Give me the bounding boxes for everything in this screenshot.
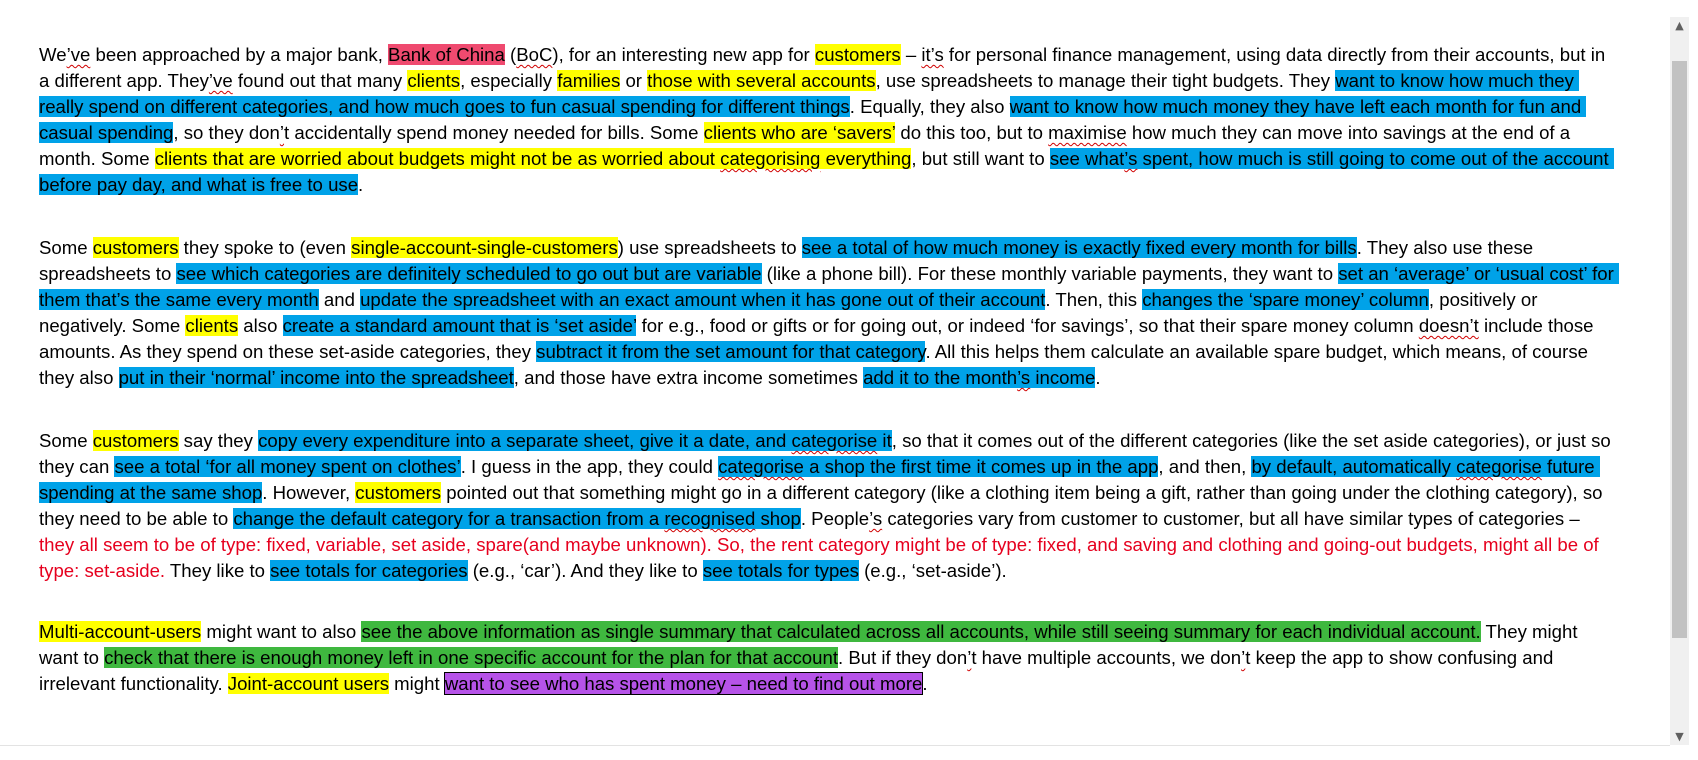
- text-run: (e.g., ‘set-aside’).: [858, 560, 1007, 581]
- text-run: ), for an interesting new app for: [552, 44, 815, 65]
- highlight-yellow: clients that are worried about budgets might not be as worried about: [154, 148, 721, 169]
- spellcheck-flagged-word: BoC: [516, 44, 553, 65]
- text-run: t keep the app to show confusing and irrelevant functionality.: [39, 647, 1559, 694]
- vertical-scrollbar[interactable]: [1670, 17, 1689, 745]
- text-run: . They also use these spreadsheets to: [39, 237, 1539, 284]
- highlight-blue: see which categories are definitely scheduled to go out but are variable: [176, 263, 762, 284]
- highlight-blue: see what: [1049, 148, 1125, 169]
- paragraph-2: [39, 235, 1619, 391]
- highlight-blue: see totals for types: [702, 560, 859, 581]
- highlight-blue-spellcheck-flagged-word: ’s: [1017, 367, 1031, 388]
- highlight-blue-spellcheck-flagged-word: ’s: [1124, 148, 1138, 169]
- scrollbar-thumb[interactable]: [1672, 61, 1687, 638]
- text-run: for personal finance management, using data directly from their accounts, but in a different app. They: [39, 44, 1611, 91]
- spellcheck-flagged-word: maximise: [1048, 122, 1127, 143]
- text-run: also: [238, 315, 283, 336]
- highlight-yellow: customers: [814, 44, 901, 65]
- highlight-blue: it: [877, 430, 892, 451]
- highlight-yellow: customers: [92, 430, 179, 451]
- highlight-yellow: Joint-account users: [227, 673, 390, 694]
- text-run: . Then, this: [1045, 289, 1143, 310]
- text-run: Some: [39, 237, 93, 258]
- highlight-yellow: clients: [185, 315, 239, 336]
- spellcheck-flagged-word: ’: [1241, 647, 1246, 668]
- spellcheck-flagged-word: ’ve: [66, 44, 91, 65]
- highlight-yellow: customers: [92, 237, 179, 258]
- highlight-pink: Bank of China: [388, 44, 505, 65]
- text-run: Some: [39, 430, 93, 451]
- text-run: (: [504, 44, 517, 65]
- highlight-blue: shop: [755, 508, 801, 529]
- text-run: t have multiple accounts, we don: [971, 647, 1242, 668]
- highlight-blue-spellcheck-flagged-word: recognised: [664, 508, 756, 529]
- text-run: , and then,: [1158, 456, 1252, 477]
- text-run: t accidentally spend money needed for bills. Some: [284, 122, 704, 143]
- text-run: . All this helps them calculate an available spare budget, which means, of course they also: [39, 341, 1594, 388]
- text-run: .: [1095, 367, 1101, 388]
- highlight-yellow: single-account-single-customers: [351, 237, 618, 258]
- text-run: and: [318, 289, 361, 310]
- highlight-blue: want to know how much they really spend on different categories, and how much goes to fun casual spending for different things: [39, 70, 1580, 117]
- text-run: They like to: [165, 560, 271, 581]
- text-run: categories vary from customer to customer, but all have similar types of categories –: [882, 508, 1585, 529]
- text-run: been approached by a major bank,: [90, 44, 389, 65]
- text-run: , so they don: [173, 122, 280, 143]
- highlight-blue: income: [1030, 367, 1096, 388]
- text-run: , especially: [460, 70, 558, 91]
- highlight-blue: change the default category for a transaction from a: [233, 508, 665, 529]
- spellcheck-flagged-word: doesn’t: [1418, 315, 1479, 336]
- text-run: They might want to: [39, 621, 1583, 668]
- text-run: .: [922, 673, 928, 694]
- paragraph-1: [39, 42, 1619, 198]
- highlight-yellow: Multi-account-users: [39, 621, 202, 642]
- text-run: , positively or negatively. Some: [39, 289, 1543, 336]
- paragraph-3: [39, 428, 1619, 584]
- highlight-blue: want to know how much money they have left each month for fun and casual spending: [39, 96, 1587, 143]
- text-run: We: [39, 44, 67, 65]
- text-run: for e.g., food or gifts or for going out, or indeed ‘for savings’, so that their spare money column: [636, 315, 1419, 336]
- highlight-blue: copy every expenditure into a separate sheet, give it a date, and: [258, 430, 792, 451]
- spellcheck-flagged-word: ’ve: [208, 70, 233, 91]
- red-text-run: they all seem to be of type: fixed, variable, set aside, spare(and maybe unknown). So, the rent category might be of type: fixed, and saving and clothing and going-out budgets, might all be of type: set-aside.: [39, 534, 1604, 581]
- text-run: might: [389, 673, 445, 694]
- text-run: , but still want to: [911, 148, 1050, 169]
- highlight-blue: changes the ‘spare money’ column: [1142, 289, 1429, 310]
- highlight-yellow: those with several accounts: [647, 70, 876, 91]
- text-run: (e.g., ‘car’). And they like to: [467, 560, 703, 581]
- highlight-green: check that there is enough money left in one specific account for the plan for that account: [104, 647, 838, 668]
- highlight-blue: see totals for categories: [270, 560, 468, 581]
- spellcheck-flagged-word: ’s: [869, 508, 883, 529]
- highlight-purple: want to see who has spent money – need to find out more: [444, 673, 923, 694]
- paragraph-4: [39, 619, 1619, 697]
- text-run: , so that it comes out of the different categories (like the set aside categories), or just so they can: [39, 430, 1616, 477]
- text-run: found out that many: [232, 70, 408, 91]
- highlight-blue: set an ‘average’ or ‘usual cost’ for them that’s the same every month: [39, 263, 1619, 310]
- highlight-blue-spellcheck-flagged-word: categorise: [1456, 456, 1542, 477]
- highlight-yellow: everything: [820, 148, 912, 169]
- text-run: , and those have extra income sometimes: [513, 367, 864, 388]
- highlight-yellow: clients who are ‘savers’: [703, 122, 896, 143]
- text-run: ) use spreadsheets to: [617, 237, 802, 258]
- text-run: . People: [800, 508, 870, 529]
- text-run: . Equally, they also: [849, 96, 1010, 117]
- spellcheck-flagged-word: ’: [967, 647, 972, 668]
- highlight-blue: add it to the month: [863, 367, 1018, 388]
- spellcheck-flagged-word: ’: [279, 122, 285, 143]
- text-run: , use spreadsheets to manage their tight budgets. They: [875, 70, 1336, 91]
- text-run: include those amounts. As they spend on these set-aside categories, they: [39, 315, 1599, 362]
- text-run: –: [900, 44, 922, 65]
- text-run: they spoke to (even: [178, 237, 352, 258]
- text-run: how much they can move into savings at the end of a month. Some: [39, 122, 1576, 169]
- text-run: do this too, but to: [895, 122, 1049, 143]
- text-run: . However,: [262, 482, 356, 503]
- text-run: say they: [178, 430, 259, 451]
- page-divider: [0, 745, 1670, 746]
- highlight-blue: see a total ‘for all money spent on clothes’: [114, 456, 461, 477]
- highlight-yellow: customers: [355, 482, 442, 503]
- highlight-blue: subtract it from the set amount for that category: [536, 341, 926, 362]
- text-run: might want to also: [201, 621, 362, 642]
- highlight-blue: spent, how much is still going to come out of the account before pay day, and what is free to use: [39, 148, 1614, 195]
- highlight-blue: a shop the first time it comes up in the app: [803, 456, 1159, 477]
- spellcheck-flagged-word: it’s: [921, 44, 944, 65]
- highlight-blue-spellcheck-flagged-word: categorise: [791, 430, 878, 451]
- highlight-blue: by default, automatically: [1251, 456, 1457, 477]
- highlight-blue: create a standard amount that is ‘set aside’: [282, 315, 637, 336]
- text-run: .: [358, 174, 364, 195]
- highlight-yellow: clients: [407, 70, 461, 91]
- highlight-blue: future spending at the same shop: [39, 456, 1600, 503]
- text-run: pointed out that something might go in a different category (like a clothing item being a gift, rather than going under the clothing category), so they need to be able to: [39, 482, 1608, 529]
- highlight-blue: see a total of how much money is exactly fixed every month for bills: [801, 237, 1357, 258]
- highlight-blue: put in their ‘normal’ income into the spreadsheet: [118, 367, 514, 388]
- highlight-blue: update the spreadsheet with an exact amount when it has gone out of their account: [360, 289, 1046, 310]
- text-run: . I guess in the app, they could: [460, 456, 719, 477]
- highlight-blue-spellcheck-flagged-word: categorise: [718, 456, 804, 477]
- scroll-down-icon[interactable]: ▼: [1675, 730, 1684, 743]
- document-content[interactable]: [39, 42, 1619, 697]
- text-run: . But if they don: [838, 647, 968, 668]
- highlight-yellow-spellcheck-flagged-word: categorising: [720, 148, 821, 169]
- highlight-green: see the above information as single summary that calculated across all accounts, while still seeing summary for each individual account.: [361, 621, 1481, 642]
- scroll-up-icon[interactable]: ▲: [1675, 19, 1684, 32]
- text-run: or: [620, 70, 648, 91]
- text-run: (like a phone bill). For these monthly variable payments, they want to: [761, 263, 1339, 284]
- highlight-yellow: families: [557, 70, 621, 91]
